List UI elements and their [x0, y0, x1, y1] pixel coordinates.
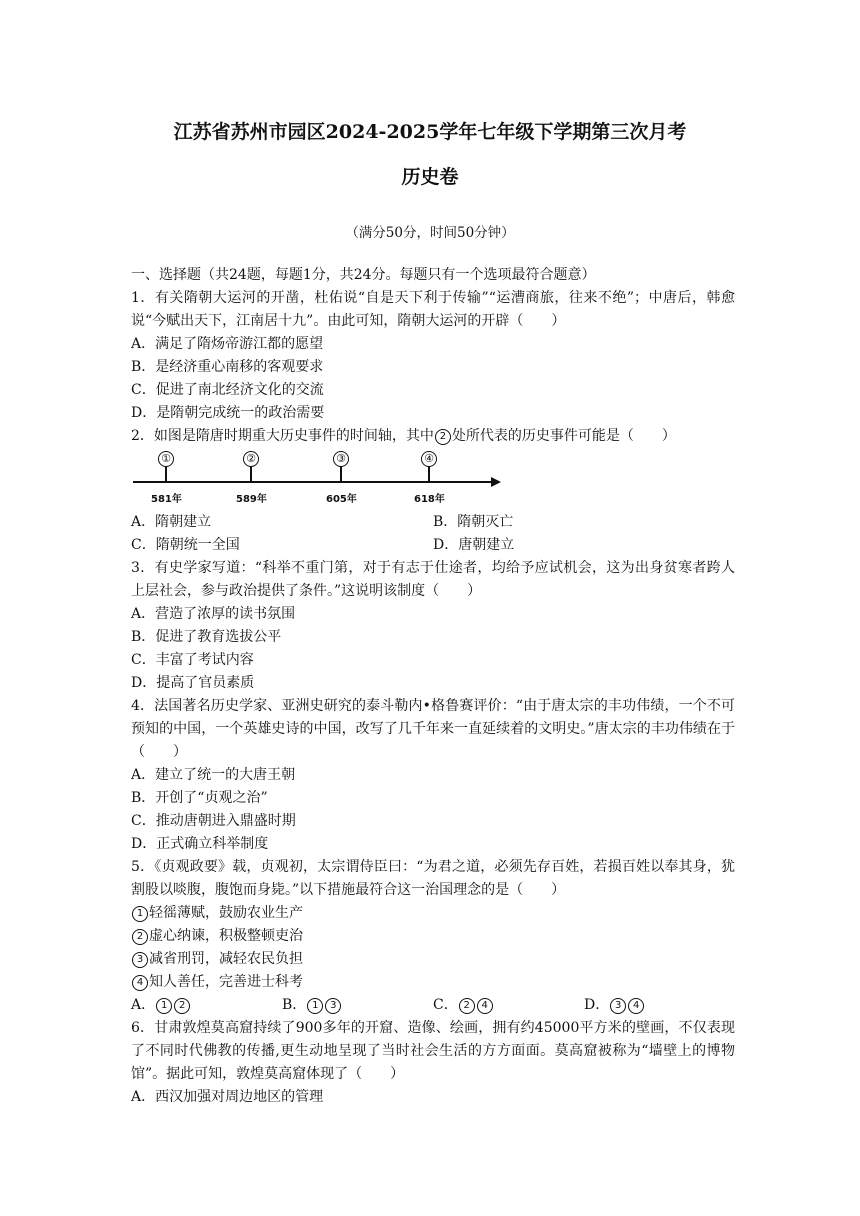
timeline-marker-2: ②: [243, 451, 259, 467]
timeline-marker-4: ④: [421, 451, 437, 467]
q3-option-a: A．营造了浓厚的读书氛围: [131, 606, 296, 622]
q5-item-4: [131, 971, 735, 994]
circled-number: 1: [156, 998, 172, 1014]
timeline-axis: [131, 450, 511, 508]
timeline-year-2: 589年: [236, 494, 267, 505]
timeline-year-4: 618年: [414, 494, 445, 505]
q2-stem-post: 处所代表的历史事件可能是（ ）: [451, 428, 676, 444]
q5-option-b: [282, 994, 433, 1017]
question-list: [131, 264, 735, 1109]
q1-option-a: A．满足了隋炀帝游江都的愿望: [131, 336, 324, 352]
circled-number-3: 3: [132, 952, 148, 968]
q5-option-c-label: C．: [433, 997, 458, 1013]
q4-option-a: A．建立了统一的大唐王朝: [131, 767, 296, 783]
exam-title: 江苏省苏州市园区2024-2025学年七年级下学期第三次月考: [173, 121, 687, 143]
q3-option-b: B．促进了教育选拔公平: [131, 629, 282, 645]
q5-option-d-label: D．: [584, 997, 610, 1013]
section-heading: 一、选择题（共24题，每题1分，共24分。每题只有一个选项最符合题意）: [131, 267, 596, 283]
q3-option-d: D．提高了官员素质: [131, 675, 255, 691]
circled-number: 3: [610, 998, 626, 1014]
q4-option-b: B．开创了“贞观之治”: [131, 790, 268, 806]
timeline-year-3: 605年: [326, 494, 357, 505]
q5-option-a: [131, 994, 282, 1017]
circled-number-2: 2: [132, 929, 148, 945]
q5-item-2: [131, 925, 735, 948]
exam-subject: 历史卷: [401, 166, 459, 188]
q5-option-a-label: A．: [131, 997, 156, 1013]
q5-option-b-label: B．: [282, 997, 307, 1013]
q4-option-d: D．正式确立科举制度: [131, 836, 269, 852]
q1-option-b: B．是经济重心南移的客观要求: [131, 359, 324, 375]
q2-options-row-2: [131, 534, 735, 557]
q2-stem-pre: 2．如图是隋唐时期重大历史事件的时间轴，其中: [131, 428, 434, 444]
circled-number: 4: [628, 998, 644, 1014]
timeline-year-1: 581年: [151, 494, 182, 505]
q3-stem: 3．有史学家写道：“科举不重门第，对于有志于仕途者，均给予应试机会，这为出身贫寒者跨人上层社会，参与政治提供了条件。”这说明该制度（ ）: [131, 560, 735, 599]
q1-option-d: D．是隋朝完成统一的政治需要: [131, 405, 325, 421]
q2-stem: [131, 425, 735, 448]
q5-item-1-text: 轻徭薄赋，鼓励农业生产: [149, 905, 303, 921]
q3-option-c: C．丰富了考试内容: [131, 652, 254, 668]
q5-stem: 5．《贞观政要》载，贞观初，太宗谓侍臣曰：“为君之道，必须先存百姓，若损百姓以奉其身，犹割股以啖腹，腹饱而身毙。”以下措施最符合这一治国理念的是（ ）: [131, 859, 735, 898]
circled-number: 2: [459, 998, 475, 1014]
q5-options-row: [131, 994, 735, 1017]
q2-option-c: C．隋朝统一全国: [131, 537, 240, 553]
circled-number: 4: [477, 998, 493, 1014]
q6-option-a: A．西汉加强对周边地区的管理: [131, 1089, 324, 1105]
q5-item-3: [131, 948, 735, 971]
q5-item-4-text: 知人善任，完善进士科考: [149, 974, 303, 990]
circled-number: 3: [325, 998, 341, 1014]
q2-option-b: B．隋朝灭亡: [433, 514, 514, 530]
q6-stem: 6．甘肃敦煌莫高窟持续了900多年的开窟、造像、绘画，拥有约45000平方米的壁画，不仅表现了不同时代佛教的传播,更生动地呈现了当时社会生活的方方面面。莫高窟被称为“墙壁上的博物馆”。据此可知，敦煌莫高窟体现了（ ）: [131, 1020, 735, 1082]
circled-number-1: 1: [132, 906, 148, 922]
q5-item-2-text: 虚心纳谏，积极整顿吏治: [149, 928, 303, 944]
timeline-marker-1: ①: [158, 451, 174, 467]
circled-number-4: 4: [132, 975, 148, 991]
q5-item-1: [131, 902, 735, 925]
timeline-marker-3: ③: [333, 451, 349, 467]
q4-stem: 4．法国著名历史学家、亚洲史研究的泰斗勒内•格鲁赛评价：“由于唐太宗的丰功伟绩，一个不可预知的中国，一个英雄史诗的中国，改写了几千年来一直延续着的文明史。”唐太宗的丰功伟绩在于（ ）: [131, 698, 735, 760]
q5-option-d: [584, 994, 735, 1017]
q5-item-3-text: 减省刑罚，减轻农民负担: [149, 951, 303, 967]
circled-number: 1: [307, 998, 323, 1014]
q2-options-row-1: [131, 511, 735, 534]
q1-stem: 1．有关隋朝大运河的开凿，杜佑说“自是天下利于传输”“运漕商旅，往来不绝”；中唐后，韩愈说“今赋出天下，江南居十九”。由此可知，隋朝大运河的开辟（ ）: [131, 290, 735, 329]
exam-score-time: （满分50分，时间50分钟）: [345, 225, 515, 241]
q2-option-a: A．隋朝建立: [131, 514, 212, 530]
q2-option-d: D．唐朝建立: [433, 537, 515, 553]
q4-option-c: C．推动唐朝进入鼎盛时期: [131, 813, 296, 829]
circled-number-2: 2: [435, 429, 451, 445]
q1-option-c: C．促进了南北经济文化的交流: [131, 382, 324, 398]
q5-option-c: [433, 994, 584, 1017]
circled-number: 2: [174, 998, 190, 1014]
timeline-figure: [131, 450, 511, 508]
